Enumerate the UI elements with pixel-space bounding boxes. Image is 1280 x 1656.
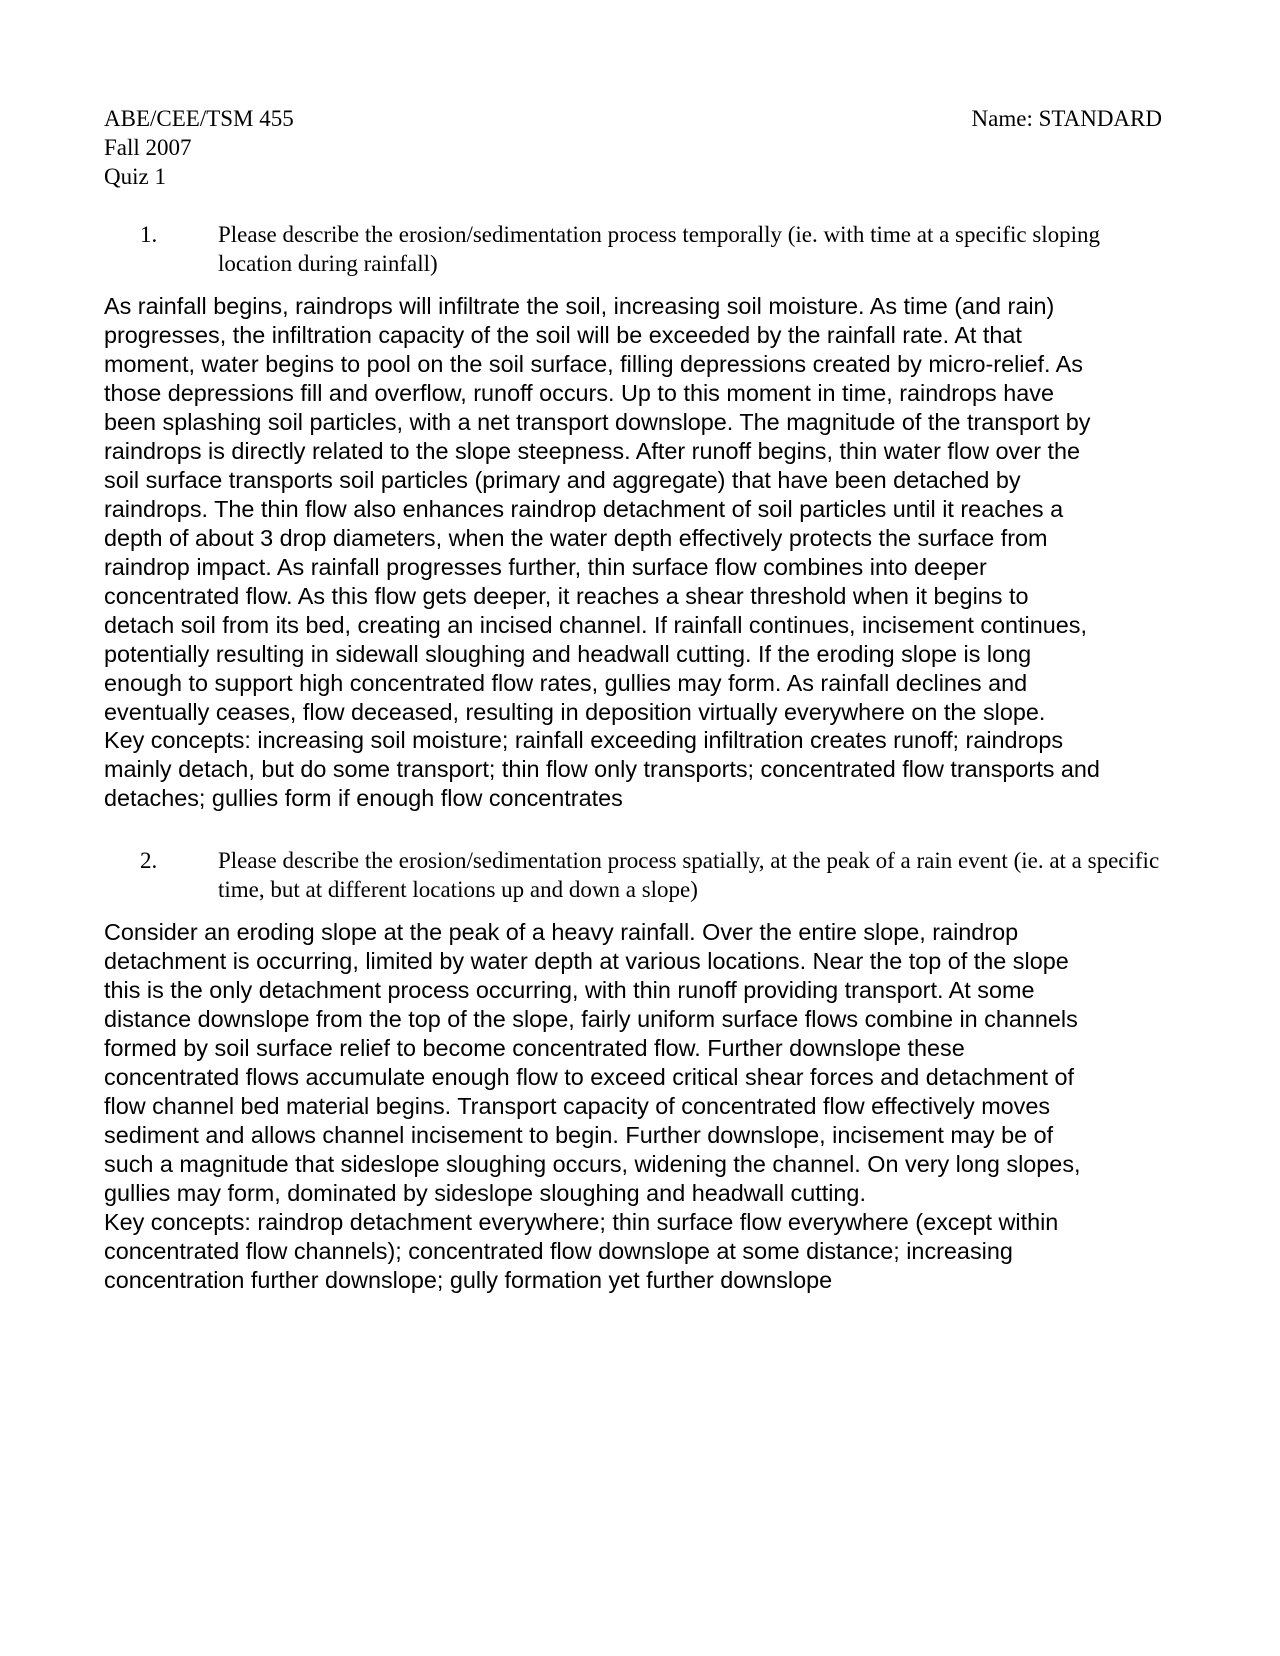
answer-line: depth of about 3 drop diameters, when the water depth effectively protects the surface from [104, 525, 1048, 551]
student-name: Name: STANDARD [971, 106, 1162, 131]
key-concepts-2 [104, 1208, 1180, 1295]
answer-line: such a magnitude that sideslope sloughing occurs, widening the channel. On very long slopes, [104, 1151, 1081, 1177]
question-1 [140, 220, 1170, 278]
quiz-title: Quiz 1 [104, 164, 166, 189]
key-concepts-line: Key concepts: increasing soil moisture; rainfall exceeding infiltration creates runoff; raindrops [104, 727, 1064, 753]
answer-line: potentially resulting in sidewall sloughing and headwall cutting. If the eroding slope is long [104, 641, 1032, 667]
course-code: ABE/CEE/TSM 455 [104, 106, 294, 131]
answer-1 [104, 292, 1180, 727]
answer-line: distance downslope from the top of the slope, fairly uniform surface flows combine in channels [104, 1006, 1078, 1032]
answer-line: concentrated flows accumulate enough flow to exceed critical shear forces and detachment of [104, 1064, 1074, 1090]
answer-line: raindrop impact. As rainfall progresses further, thin surface flow combines into deeper [104, 554, 987, 580]
key-concepts-line: concentrated flow channels); concentrated flow downslope at some distance; increasing [104, 1238, 1013, 1264]
answer-line: gullies may form, dominated by sideslope sloughing and headwall cutting. [104, 1180, 866, 1206]
answer-line: those depressions fill and overflow, runoff occurs. Up to this moment in time, raindrops have [104, 380, 1054, 406]
answer-line: As rainfall begins, raindrops will infiltrate the soil, increasing soil moisture. As time (and rain) [104, 293, 1055, 319]
answer-line: raindrops. The thin flow also enhances raindrop detachment of soil particles until it reaches a [104, 496, 1064, 522]
question-prompt: Please describe the erosion/sedimentation process temporally (ie. with time at a specific sloping location during rainfall) [218, 222, 1101, 276]
answer-line: enough to support high concentrated flow rates, gullies may form. As rainfall declines and [104, 670, 1028, 696]
course-header [104, 104, 294, 191]
key-concepts-line: Key concepts: raindrop detachment everywhere; thin surface flow everywhere (except within [104, 1209, 1059, 1235]
answer-line: Consider an eroding slope at the peak of a heavy rainfall. Over the entire slope, raindrop [104, 919, 1019, 945]
answer-line: concentrated flow. As this flow gets deeper, it reaches a shear threshold when it begins to [104, 583, 1029, 609]
answer-line: soil surface transports soil particles (primary and aggregate) that have been detached by [104, 467, 1021, 493]
question-2 [140, 846, 1170, 904]
key-concepts-line: concentration further downslope; gully formation yet further downslope [104, 1267, 833, 1293]
answer-2 [104, 918, 1180, 1208]
answer-line: progresses, the infiltration capacity of the soil will be exceeded by the rainfall rate. At that [104, 322, 1022, 348]
answer-line: this is the only detachment process occurring, with thin runoff providing transport. At some [104, 977, 1035, 1003]
answer-line: formed by soil surface relief to become concentrated flow. Further downslope these [104, 1035, 965, 1061]
question-number: 2. [140, 848, 158, 873]
key-concepts-line: mainly detach, but do some transport; thin flow only transports; concentrated flow transports and [104, 756, 1100, 782]
answer-line: sediment and allows channel incisement to begin. Further downslope, incisement may be of [104, 1122, 1054, 1148]
course-term: Fall 2007 [104, 135, 192, 160]
question-number: 1. [140, 222, 158, 247]
question-prompt: Please describe the erosion/sedimentation process spatially, at the peak of a rain event (ie. at a specific time, but at different locations up and down a slope) [218, 848, 1160, 902]
answer-line: flow channel bed material begins. Transport capacity of concentrated flow effectively moves [104, 1093, 1051, 1119]
key-concepts-1 [104, 726, 1180, 813]
answer-line: moment, water begins to pool on the soil surface, filling depressions created by micro-relief. As [104, 351, 1083, 377]
answer-line: detachment is occurring, limited by water depth at various locations. Near the top of the slope [104, 948, 1069, 974]
key-concepts-line: detaches; gullies form if enough flow concentrates [104, 785, 623, 811]
answer-line: been splashing soil particles, with a net transport downslope. The magnitude of the transport by [104, 409, 1091, 435]
answer-line: eventually ceases, flow deceased, resulting in deposition virtually everywhere on the slope. [104, 699, 1046, 725]
answer-line: detach soil from its bed, creating an incised channel. If rainfall continues, incisement continues, [104, 612, 1087, 638]
answer-line: raindrops is directly related to the slope steepness. After runoff begins, thin water flow over the [104, 438, 1081, 464]
